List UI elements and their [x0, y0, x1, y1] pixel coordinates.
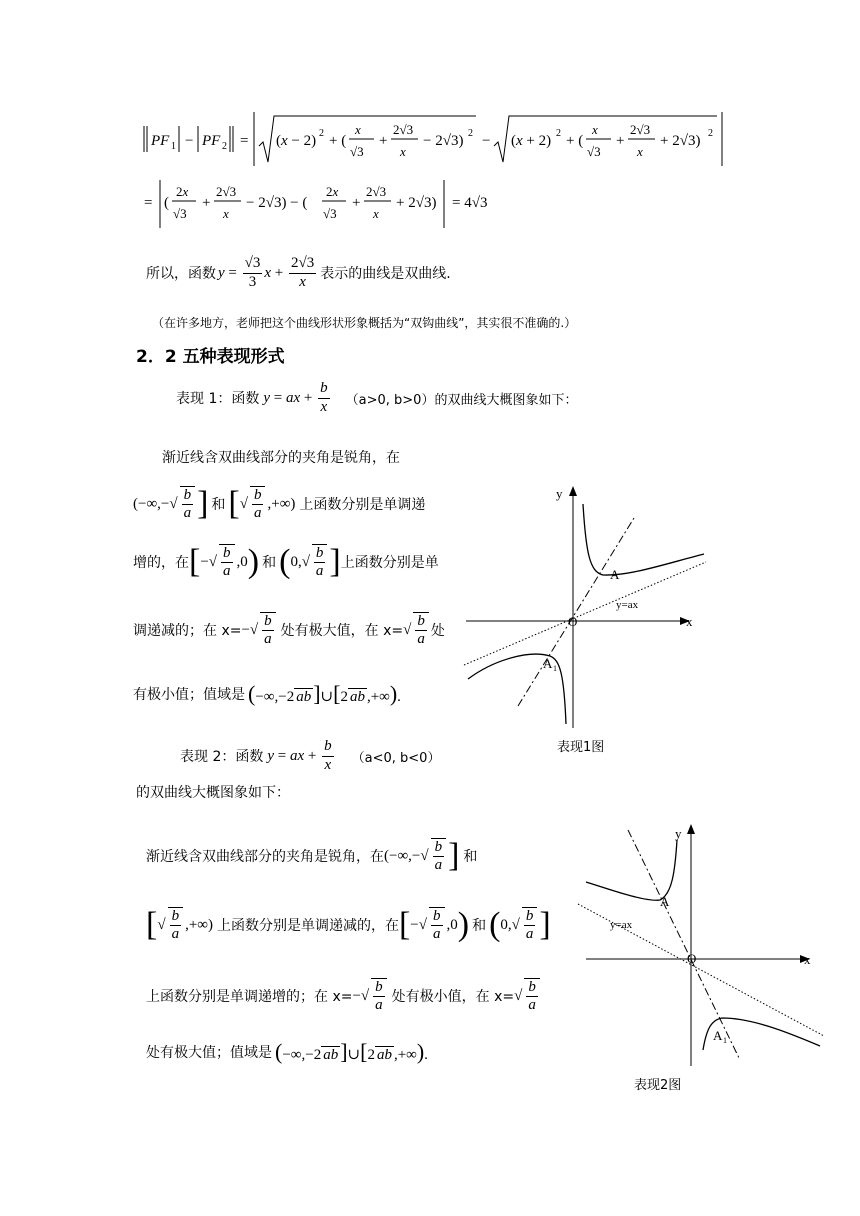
equation-1 [142, 108, 742, 168]
svg-text:(x + 2): (x + 2) [511, 133, 552, 149]
svg-text:+: + [379, 133, 388, 149]
svg-text:2: 2 [319, 128, 324, 139]
figure2-point-a1: A [713, 1028, 723, 1043]
svg-text:2x: 2x [326, 184, 339, 199]
figure2-point-a1-sub: 1 [723, 1036, 727, 1045]
svg-text:(: ( [164, 195, 169, 211]
svg-text:2x: 2x [176, 184, 189, 199]
figure2-caption: 表现2图 [634, 1078, 682, 1093]
form2-intro-prefix: 表现 2：函数 [180, 749, 264, 765]
interval-neg-inf: (−∞,− √ $\frac{b}{a}$ ] [133, 485, 209, 522]
svg-text:=: = [144, 195, 153, 211]
form1-p3-head: 增的，在 [133, 555, 189, 571]
figure2-axis-x: x [804, 952, 811, 967]
x-value-pos: √ $\frac{b}{a}$ [403, 612, 431, 649]
form2-p1 [146, 836, 477, 876]
figure1-caption: 表现1图 [557, 740, 605, 755]
svg-text:+: + [616, 133, 625, 149]
svg-text:√3: √3 [587, 144, 601, 159]
derivation-line-1 [142, 108, 742, 168]
figure-2 [572, 822, 827, 1072]
form2-function: y = ax + $\frac{b}{x}$ [267, 738, 332, 773]
form2-range: (−∞,−2 ab]∪[2 ab ,+∞). [275, 1039, 428, 1064]
form2-p3-mid: 处有极小值，在 x= [391, 989, 515, 1005]
svg-text:= 4√3: = 4√3 [452, 195, 488, 211]
svg-text:2√3: 2√3 [630, 122, 651, 137]
interval-pos-inf: [ √ $\frac{b}{a}$ ,+∞) [228, 485, 296, 522]
svg-text:x: x [373, 206, 379, 221]
section-title: 2．2 五种表现形式 [136, 347, 285, 367]
form2-p3 [146, 974, 542, 1018]
svg-text:2√3: 2√3 [393, 122, 414, 137]
svg-text:+ 2√3): + 2√3) [660, 133, 701, 149]
figure1-point-a: A [610, 567, 620, 582]
svg-text:2: 2 [468, 128, 473, 139]
svg-text:+: + [202, 195, 211, 211]
svg-text:x: x [637, 144, 643, 159]
form2-p2 [146, 900, 551, 950]
svg-text:PF: PF [202, 133, 221, 149]
form1-p5 [133, 678, 401, 710]
figure2-origin: O [687, 951, 697, 966]
svg-text:PF: PF [151, 133, 170, 149]
form1-intro [176, 378, 577, 418]
form1-p2-and: 和 [211, 497, 226, 513]
svg-text:(x − 2): (x − 2) [276, 133, 317, 149]
form2-interval-neg-zero: [ −√ $\frac{b}{a}$ ,0 ) [398, 906, 470, 943]
svg-text:1: 1 [171, 141, 176, 152]
svg-text:x: x [400, 144, 406, 159]
form1-p2 [133, 484, 425, 524]
figure1-line-label: y=ax [616, 599, 639, 611]
figure1-point-a1-sub: 1 [553, 664, 557, 673]
svg-text:x: x [592, 122, 598, 137]
form1-p2-tail: 上函数分别是单调递 [299, 497, 426, 513]
form1-p1: 渐近线含双曲线部分的夹角是锐角，在 [162, 450, 400, 466]
form1-function: y = ax + $\frac{b}{x}$ [263, 380, 328, 415]
form1-intro-prefix: 表现 1：函数 [176, 391, 260, 407]
interval-neg-zero: [ −√ $\frac{b}{a}$ ,0 ) [189, 543, 260, 580]
form1-range: (−∞,−2 ab]∪[2 ab ,+∞). [248, 681, 401, 706]
form1-p3 [133, 542, 439, 582]
form1-p5-head: 有极小值；值域是 [133, 687, 245, 703]
svg-text:√3: √3 [350, 144, 364, 159]
interval-zero-pos: ( 0,√ $\frac{b}{a}$ ] [279, 543, 341, 580]
form2-p2-mid: 上函数分别是单调递减的，在 [216, 918, 399, 934]
form1-p4-mid: 处有极大值，在 x= [280, 623, 404, 639]
form2-interval-zero-pos: ( 0,√ $\frac{b}{a}$ ] [489, 906, 551, 943]
conclusion-prefix: 所以，函数 [146, 266, 216, 282]
svg-text:x: x [355, 122, 361, 137]
svg-text:2: 2 [556, 128, 561, 139]
svg-text:2√3: 2√3 [366, 184, 387, 199]
conclusion-function: y = $\frac{√3}{3}$ x + $\frac{2√3}{x}$ [218, 255, 315, 290]
form1-p4 [133, 610, 445, 650]
form2-condition: （a<0, b<0） [351, 750, 441, 766]
svg-text:− 2√3): − 2√3) [423, 133, 464, 149]
form2-p3-head: 上函数分别是单调递增的；在 x= [146, 989, 353, 1005]
svg-text:2: 2 [222, 141, 227, 152]
form1-p3-tail: 上函数分别是单 [340, 555, 439, 571]
conclusion-line [146, 248, 451, 298]
x-value-neg: −√ $\frac{b}{a}$ [241, 612, 277, 649]
equation-2 [142, 176, 542, 230]
figure1-axis-x: x [686, 614, 693, 629]
form2-interval-neg-inf: (−∞,−√ $\frac{b}{a}$ ] [384, 837, 460, 874]
svg-text:x: x [223, 206, 229, 221]
figure2-point-a: A [660, 894, 670, 909]
svg-text:2: 2 [708, 128, 713, 139]
form2-x-value-neg: −√ $\frac{b}{a}$ [352, 978, 388, 1015]
form1-p4-head: 调递减的；在 x= [133, 623, 242, 639]
form2-p1-text: 渐近线含双曲线部分的夹角是锐角，在 [146, 849, 384, 865]
svg-text:+ (: + ( [566, 133, 584, 149]
svg-text:−: − [482, 133, 491, 149]
figure2-axis-y: y [675, 826, 682, 841]
svg-text:+ (: + ( [329, 133, 347, 149]
svg-text:√3: √3 [323, 206, 337, 221]
figure2-line-label: y=ax [610, 919, 633, 931]
form1-p3-and: 和 [262, 555, 277, 571]
form2-intro-line2: 的双曲线大概图象如下： [136, 785, 290, 801]
svg-text:+ 2√3): + 2√3) [396, 195, 437, 211]
svg-text:+: + [352, 195, 361, 211]
form1-p4-tail: 处 [430, 623, 445, 639]
form2-interval-pos-inf: [ √ $\frac{b}{a}$ ,+∞) [146, 906, 213, 943]
svg-text:=: = [240, 133, 249, 149]
derivation-line-2 [142, 176, 542, 230]
form2-p4 [146, 1036, 428, 1068]
figure1-axis-y: y [556, 486, 563, 501]
form1-condition: （a>0, b>0）的双曲线大概图象如下： [345, 392, 578, 408]
svg-text:−: − [185, 133, 194, 149]
svg-text:2√3: 2√3 [216, 184, 237, 199]
figure1-point-a1: A [543, 656, 553, 671]
svg-text:− 2√3) − (: − 2√3) − ( [246, 195, 308, 211]
form2-p1-and: 和 [463, 849, 478, 865]
form2-intro [180, 736, 440, 776]
note-text: （在许多地方，老师把这个曲线形状形象概括为“双钩曲线”，其实很不准确的.） [152, 316, 577, 330]
svg-text:√3: √3 [173, 206, 187, 221]
form2-p2-and: 和 [472, 918, 487, 934]
figure-1 [460, 484, 710, 744]
conclusion-suffix: 表示的曲线是双曲线. [320, 266, 451, 282]
form2-x-value-pos: √ $\frac{b}{a}$ [514, 978, 542, 1015]
figure1-origin: O [568, 614, 578, 629]
form2-p4-head: 处有极大值；值域是 [146, 1045, 272, 1061]
